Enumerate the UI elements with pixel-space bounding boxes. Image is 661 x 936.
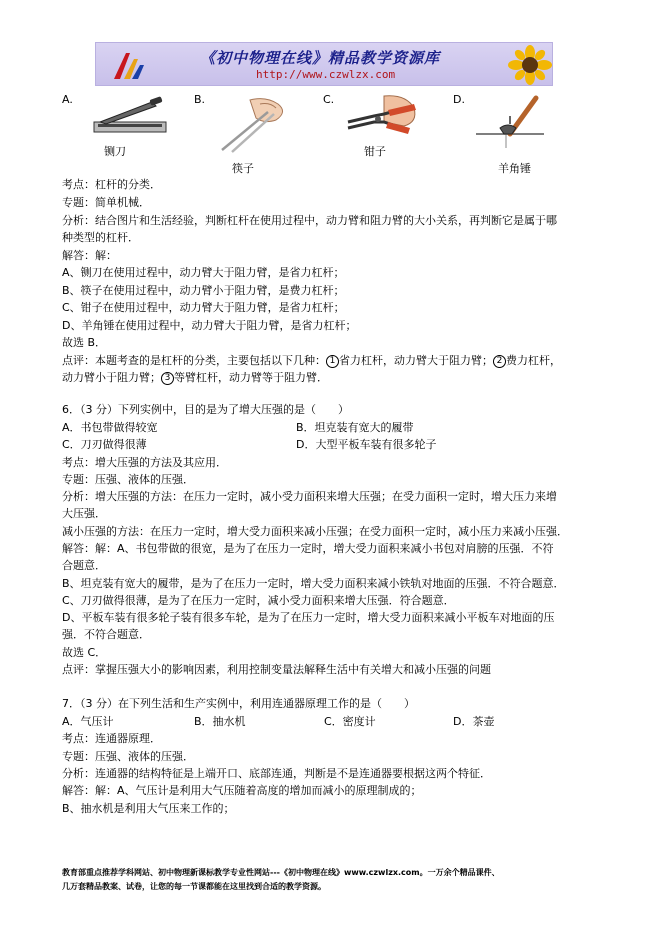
q5-line-6: B、筷子在使用过程中，动力臂小于阻力臂，是费力杠杆； xyxy=(62,284,345,297)
q5-comment-text-a: 点评：本题考查的是杠杆的分类，主要包括以下几种： xyxy=(62,354,326,367)
q7-line-4: B、抽水机是利用大气压来工作的； xyxy=(62,802,235,815)
q6-stem: 6．（3 分）下列实例中，目的是为了增大压强的是（ ） xyxy=(62,403,349,416)
q6-line-6: 合题意． xyxy=(62,559,106,572)
banner-title: 《初中物理在线》精品教学资源库 xyxy=(200,49,441,67)
q6-line-5: 解答：解：A、书包带做的很宽，是为了在压力一定时，增大受力面积来减小书包对肩膀的压强．不符 xyxy=(62,542,554,555)
q5-comment-text-e: 等臂杠杆，动力臂等于阻力臂． xyxy=(174,371,328,384)
option-c-letter: C. xyxy=(323,93,335,106)
option-a-letter: A. xyxy=(62,93,73,106)
q6-option-c: C．刀刃做得很薄 xyxy=(62,438,147,451)
q7-line-3: 解答：解：A、气压计是利用大气压随着高度的增加而减小的原理制成的； xyxy=(62,784,422,797)
banner-url: http://www.czwlzx.com xyxy=(256,68,396,81)
figure-label-hammer: 羊角锤 xyxy=(498,162,531,175)
q5-line-8: D、羊角锤在使用过程中，动力臂大于阻力臂，是省力杠杆； xyxy=(62,319,357,332)
q5-line-4: 解答：解： xyxy=(62,249,117,262)
chopsticks-figure xyxy=(216,94,296,154)
q5-line-9: 故选 B． xyxy=(62,336,107,349)
q7-option-d: D．茶壶 xyxy=(453,715,495,728)
q6-line-10: 强．不符合题意． xyxy=(62,628,150,641)
q5-comment-line-2 xyxy=(62,371,328,385)
claw-hammer-figure xyxy=(470,94,550,150)
footer-line-2: 几万套精品教案、试卷，让您的每一节课都能在这里找到合适的教学资源。 xyxy=(62,882,326,891)
header-banner xyxy=(95,42,553,86)
q6-line-11: 故选 C． xyxy=(62,646,107,659)
q5-line-5: A、铡刀在使用过程中，动力臂大于阻力臂，是省力杠杆； xyxy=(62,266,345,279)
circled-number-3: 3 xyxy=(161,372,174,385)
q5-comment-line-1 xyxy=(62,354,561,368)
figure-label-chopsticks: 筷子 xyxy=(232,162,254,175)
q5-line-0: 考点：杠杆的分类． xyxy=(62,178,161,191)
q5-line-2: 分析：结合图片和生活经验，判断杠杆在使用过程中，动力臂和阻力臂的大小关系，再判断它是属于哪 xyxy=(62,214,557,227)
q7-line-2: 分析：连通器的结构特征是上端开口、底部连通，判断是不是连通器要根据这两个特征． xyxy=(62,767,491,780)
q6-option-a: A．书包带做得较宽 xyxy=(62,421,158,434)
figure-label-guillotine: 铡刀 xyxy=(104,145,126,158)
circled-number-1: 1 xyxy=(326,355,339,368)
q5-line-3: 种类型的杠杆． xyxy=(62,231,139,244)
q6-line-4: 减小压强的方法：在压力一定时，增大受力面积来减小压强；在受力面积一定时，减小压力来减小压强． xyxy=(62,525,568,538)
option-b-letter: B. xyxy=(194,93,206,106)
q7-option-a: A．气压计 xyxy=(62,715,114,728)
circled-number-2: 2 xyxy=(493,355,506,368)
q6-option-d: D．大型平板车装有很多轮子 xyxy=(296,438,437,451)
q6-line-7: B、坦克装有宽大的履带，是为了在压力一定时，增大受力面积来减小铁轨对地面的压强．不符合题意． xyxy=(62,577,565,590)
q7-stem: 7．（3 分）在下列生活和生产实例中，利用连通器原理工作的是（ ） xyxy=(62,697,415,710)
q6-line-12: 点评：掌握压强大小的影响因素，利用控制变量法解释生活中有关增大和减小压强的问题 xyxy=(62,663,491,676)
q7-option-b: B．抽水机 xyxy=(194,715,246,728)
site-logo-icon xyxy=(110,47,150,83)
q5-comment-text-d: 动力臂小于阻力臂； xyxy=(62,371,161,384)
q5-comment-text-b: 省力杠杆，动力臂大于阻力臂； xyxy=(339,354,493,367)
q6-line-9: D、平板车装有很多轮子装有很多车轮，是为了在压力一定时，增大受力面积来减小平板车对地面的压 xyxy=(62,611,555,624)
figure-label-pliers: 钳子 xyxy=(364,145,386,158)
q7-option-c: C．密度计 xyxy=(324,715,376,728)
q6-line-8: C、刀刃做得很薄，是为了在压力一定时，减小受力面积来增大压强．符合题意． xyxy=(62,594,455,607)
q7-line-1: 专题：压强、液体的压强． xyxy=(62,750,194,763)
pliers-figure xyxy=(344,92,420,142)
q7-line-0: 考点：连通器原理． xyxy=(62,732,161,745)
footer-line-1: 教育部重点推荐学科网站、初中物理新课标教学专业性网站---《初中物理在线》www.czwlzx.com。一万余个精品课件、 xyxy=(62,868,500,877)
sunflower-icon xyxy=(508,45,552,85)
q6-line-0: 考点：增大压强的方法及其应用． xyxy=(62,456,227,469)
q5-comment-text-c: 费力杠杆， xyxy=(506,354,561,367)
q6-line-1: 专题：压强、液体的压强． xyxy=(62,473,194,486)
q6-option-b: B．坦克装有宽大的履带 xyxy=(296,421,414,434)
q5-line-1: 专题：简单机械． xyxy=(62,196,150,209)
q5-line-7: C、钳子在使用过程中，动力臂大于阻力臂，是省力杠杆； xyxy=(62,301,345,314)
guillotine-cutter-figure xyxy=(90,96,170,138)
option-d-letter: D. xyxy=(453,93,465,106)
q6-line-2: 分析：增大压强的方法：在压力一定时，减小受力面积来增大压强；在受力面积一定时，增大压力来增 xyxy=(62,490,557,503)
q6-line-3: 大压强． xyxy=(62,507,106,520)
